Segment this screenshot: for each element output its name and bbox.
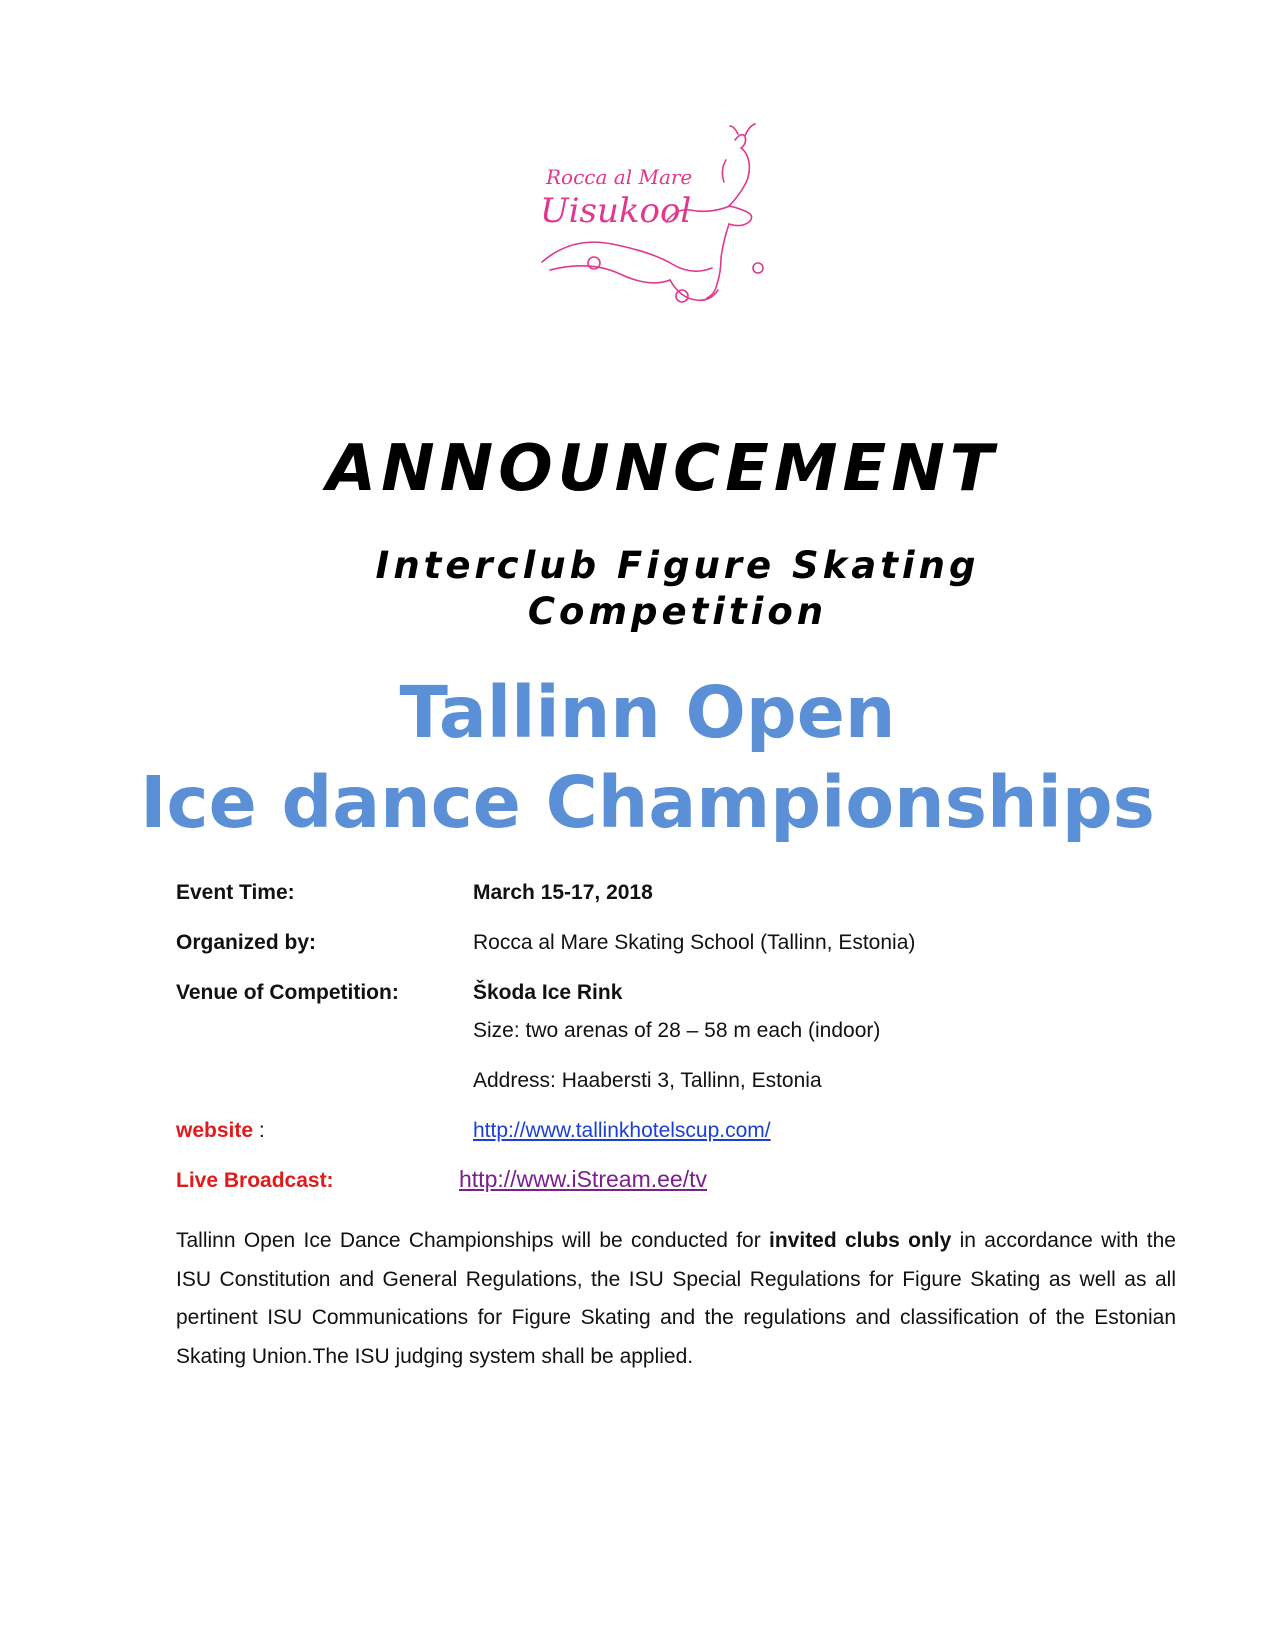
- paragraph-part-1: Tallinn Open Ice Dance Championships will be conducted for: [176, 1229, 770, 1252]
- school-logo: [530, 120, 800, 330]
- subtitle-line-1: Interclub Figure Skating: [375, 544, 980, 587]
- logo-line-1: Rocca al Mare: [546, 165, 693, 189]
- subtitle-line-2: Competition: [527, 590, 828, 633]
- venue-address: Address: Haabersti 3, Tallinn, Estonia: [473, 1069, 822, 1092]
- event-time-value: March 15-17, 2018: [473, 881, 653, 904]
- broadcast-label: Live Broadcast:: [176, 1169, 334, 1192]
- announcement-heading: ANNOUNCEMENT: [326, 432, 999, 506]
- venue-name: Škoda Ice Rink: [473, 981, 623, 1004]
- organized-value: Rocca al Mare Skating School (Tallinn, Estonia): [473, 931, 916, 954]
- paragraph-part-2: in accordance with the ISU Constitution and General Regulations, the ISU Special Regulations for Figure Skating as well as all pertinent ISU Communications for Figure Skating and the regulations and classification of the Estonian Skating Union.The ISU judging system shall be applied.: [176, 1229, 1176, 1368]
- logo-line-2: Uisukool: [540, 191, 692, 231]
- event-title-line-1: Tallinn Open: [399, 671, 896, 754]
- subtitle: [0, 543, 1275, 635]
- website-link[interactable]: http://www.tallinkhotelscup.com/: [473, 1119, 771, 1142]
- venue-label: Venue of Competition:: [176, 981, 399, 1004]
- venue-size: Size: two arenas of 28 – 58 m each (indoor): [473, 1019, 881, 1042]
- organized-label: Organized by:: [176, 931, 317, 954]
- website-label: website: [176, 1119, 254, 1142]
- skater-figure: [707, 135, 752, 298]
- event-title: [0, 668, 1275, 848]
- paragraph-bold: invited clubs only: [769, 1229, 952, 1252]
- event-title-line-2: Ice dance Championships: [140, 761, 1155, 844]
- event-time-label: Event Time:: [176, 881, 295, 904]
- broadcast-link[interactable]: http://www.iStream.ee/tv: [459, 1166, 707, 1192]
- website-colon: :: [253, 1119, 265, 1142]
- body-paragraph: [176, 1222, 1176, 1376]
- website-label-wrap: [176, 1118, 265, 1144]
